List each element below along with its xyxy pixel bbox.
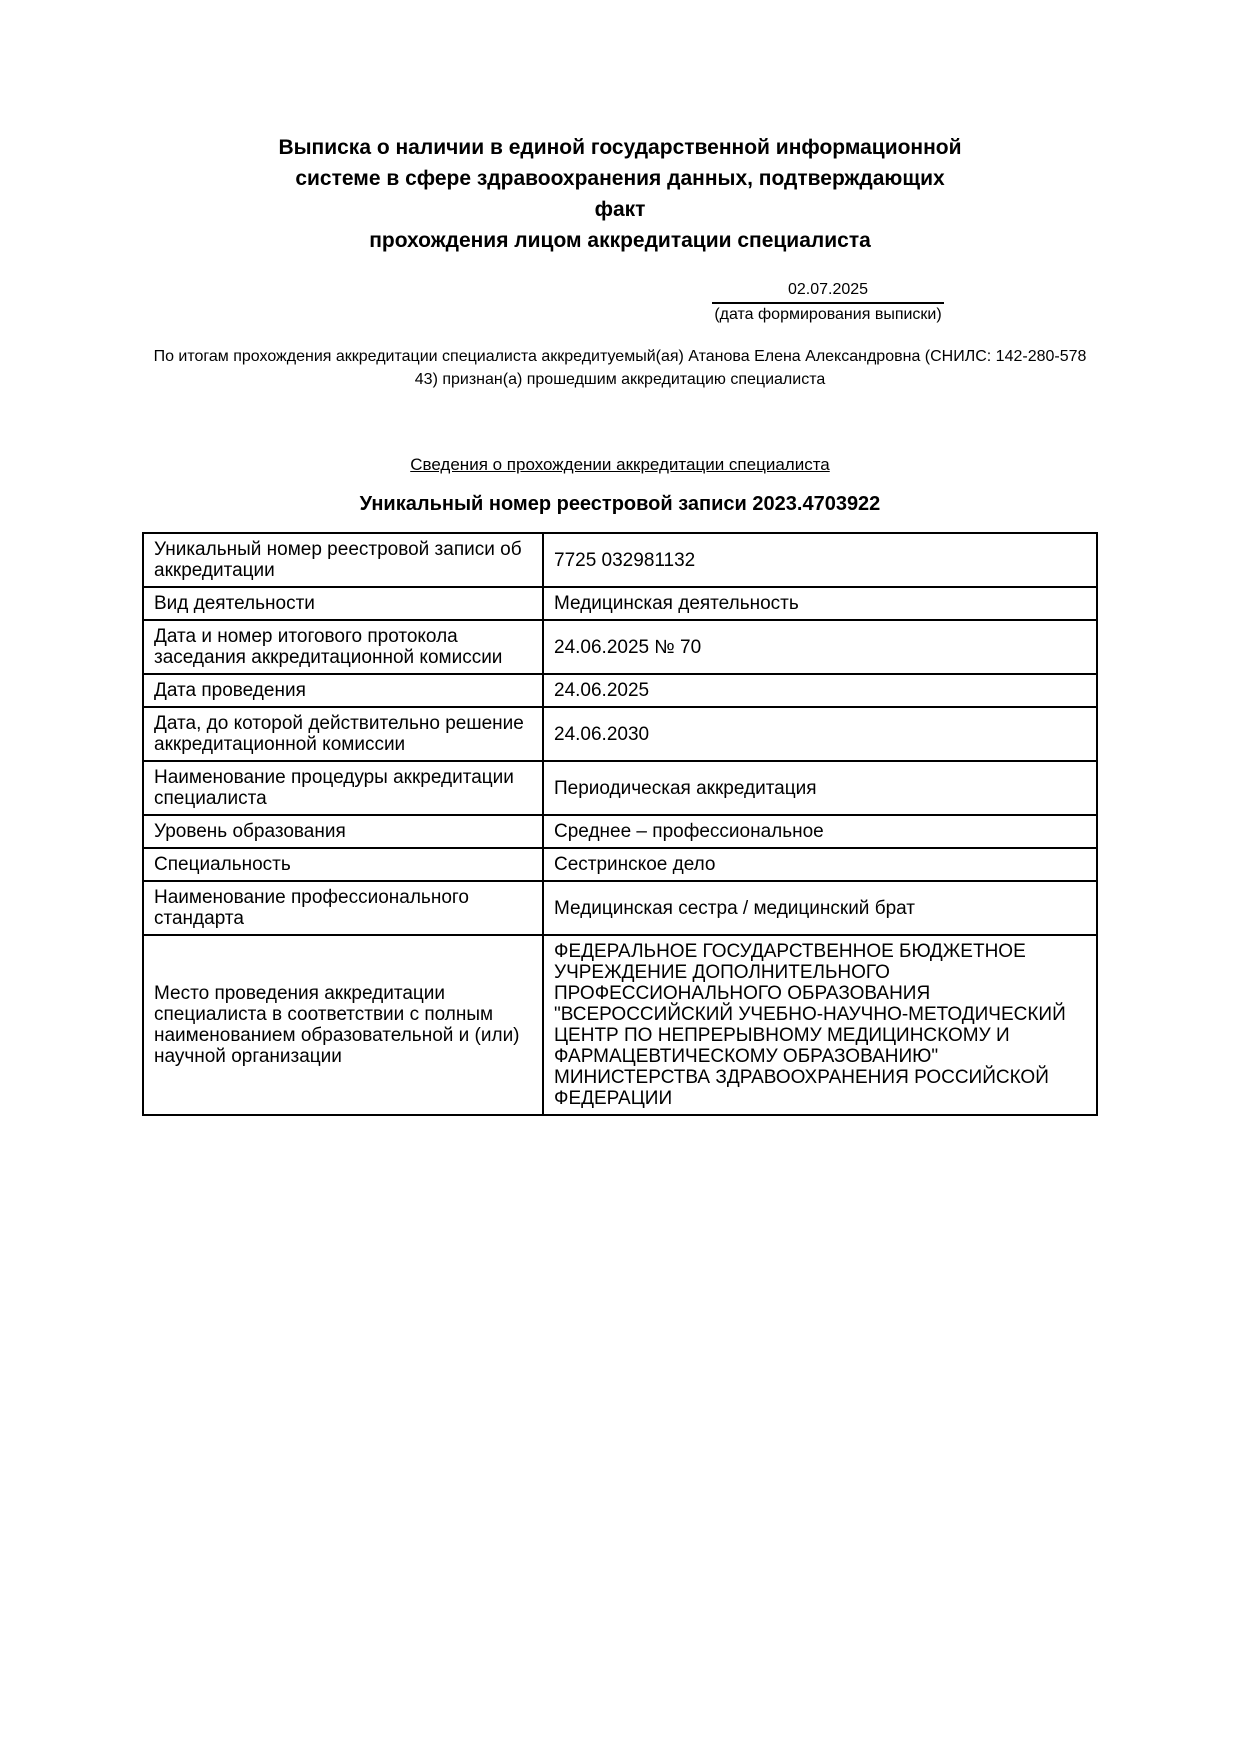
row-value: 7725 032981132 xyxy=(543,533,1097,587)
accreditation-table xyxy=(142,532,1098,1116)
table-row xyxy=(143,815,1097,848)
intro-line-1: По итогам прохождения аккредитации специалиста аккредитуемый(ая) Атанова Елена Александровна (СНИЛС: 142-280-578 xyxy=(153,348,1087,365)
row-value: Медицинская деятельность xyxy=(543,587,1097,620)
row-label: Наименование процедуры аккредитации специалиста xyxy=(143,761,543,815)
table-row xyxy=(143,761,1097,815)
intro-paragraph xyxy=(130,345,1110,391)
row-label: Вид деятельности xyxy=(143,587,543,620)
table-row xyxy=(143,674,1097,707)
section-heading: Сведения о прохождении аккредитации специалиста xyxy=(410,455,830,474)
document-title xyxy=(270,132,970,256)
row-label: Дата и номер итогового протокола заседания аккредитационной комиссии xyxy=(143,620,543,674)
issue-date-caption: (дата формирования выписки) xyxy=(714,306,942,323)
row-label: Место проведения аккредитации специалиста в соответствии с полным наименованием образовательной и (или) научной организации xyxy=(143,935,543,1115)
row-label: Специальность xyxy=(143,848,543,881)
table-row xyxy=(143,881,1097,935)
intro-line-2: 43) признан(а) прошедшим аккредитацию специалиста xyxy=(414,371,826,388)
row-value: 24.06.2025 xyxy=(543,674,1097,707)
table-row xyxy=(143,533,1097,587)
row-value: Среднее – профессиональное xyxy=(543,815,1097,848)
issue-date-block xyxy=(712,280,944,325)
issue-date: 02.07.2025 xyxy=(712,280,944,304)
row-label: Дата, до которой действительно решение аккредитационной комиссии xyxy=(143,707,543,761)
document-title-line-1: Выписка о наличии в единой государственной информационной xyxy=(278,136,962,159)
table-row xyxy=(143,587,1097,620)
table-row xyxy=(143,707,1097,761)
document-title-line-2: системе в сфере здравоохранения данных, подтверждающих факт xyxy=(295,167,945,221)
row-value: Периодическая аккредитация xyxy=(543,761,1097,815)
row-label: Уникальный номер реестровой записи об аккредитации xyxy=(143,533,543,587)
row-value: Сестринское дело xyxy=(543,848,1097,881)
row-label: Наименование профессионального стандарта xyxy=(143,881,543,935)
row-label: Дата проведения xyxy=(143,674,543,707)
row-value: 24.06.2030 xyxy=(543,707,1097,761)
table-row xyxy=(143,848,1097,881)
row-value: Медицинская сестра / медицинский брат xyxy=(543,881,1097,935)
row-value: 24.06.2025 № 70 xyxy=(543,620,1097,674)
document-title-line-3: прохождения лицом аккредитации специалиста xyxy=(369,229,871,252)
row-value: ФЕДЕРАЛЬНОЕ ГОСУДАРСТВЕННОЕ БЮДЖЕТНОЕ УЧРЕЖДЕНИЕ ДОПОЛНИТЕЛЬНОГО ПРОФЕССИОНАЛЬНОГО ОБРАЗОВАНИЯ "ВСЕРОССИЙСКИЙ УЧЕБНО-НАУЧНО-МЕТОДИЧЕСКИЙ ЦЕНТР ПО НЕПРЕРЫВНОМУ МЕДИЦИНСКОМУ И ФАРМАЦЕВТИЧЕСКОМУ ОБРАЗОВАНИЮ" МИНИСТЕРСТВА ЗДРАВООХРАНЕНИЯ РОССИЙСКОЙ ФЕДЕРАЦИИ xyxy=(543,935,1097,1115)
registry-number-heading: Уникальный номер реестровой записи 2023.4703922 xyxy=(359,493,881,515)
row-label: Уровень образования xyxy=(143,815,543,848)
table-row xyxy=(143,620,1097,674)
table-row xyxy=(143,935,1097,1115)
